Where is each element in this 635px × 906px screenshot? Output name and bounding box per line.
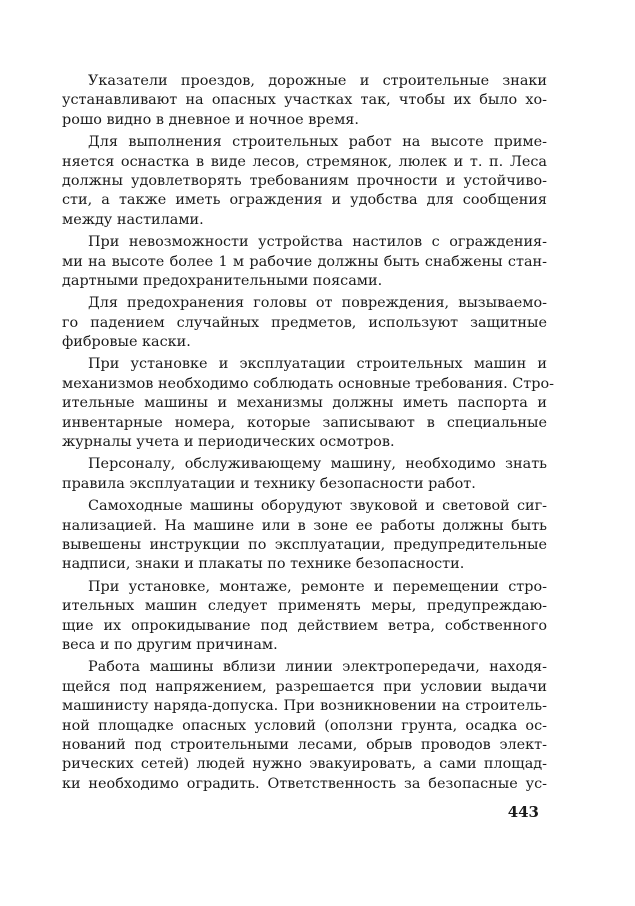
text-line: рических сетей) людей нужно эвакуировать, а сами площад-: [62, 756, 547, 773]
text-line: вывешены инструкции по эксплуатации, предупредительные: [62, 536, 547, 553]
text-line: нований под строительными лесами, обрыв проводов элект-: [62, 736, 547, 753]
text-line: При установке, монтаже, ремонте и перемещении стро-: [88, 578, 547, 595]
text-line: Самоходные машины оборудуют звуковой и световой сиг-: [88, 498, 547, 515]
paragraph: [62, 133, 547, 230]
paragraph: [62, 355, 554, 452]
text-line: механизмов необходимо соблюдать основные требования. Стро-: [62, 375, 554, 392]
text-line: щие их опрокидывание под действием ветра, собственного: [62, 617, 547, 634]
text-line: ми на высоте более 1 м рабочие должны быть снабжены стан-: [62, 253, 547, 270]
text-line: машинисту наряда-допуска. При возникновении на строитель-: [62, 698, 547, 715]
paragraph: [62, 658, 547, 794]
text-line: ки необходимо оградить. Ответственность за безопасные ус-: [62, 775, 547, 792]
text-line: журналы учета и периодических осмотров.: [62, 434, 395, 451]
text-line: ной площадке опасных условий (оползни грунта, осадка ос-: [62, 717, 547, 734]
text-line: ительные машины и механизмы должны иметь паспорта и: [62, 395, 547, 412]
paragraph: [62, 497, 547, 575]
paragraph: [62, 578, 547, 656]
text-line: щейся под напряжением, разрешается при условии выдачи: [62, 678, 547, 695]
paragraph: [62, 455, 547, 494]
text-line: Для предохранения головы от повреждения, вызываемо-: [88, 295, 547, 312]
text-line: дартными предохранительными поясами.: [62, 272, 383, 289]
text-line: фибровые каски.: [62, 334, 191, 351]
text-line: нализацией. На машине или в зоне ее работы должны быть: [62, 517, 547, 534]
text-line: При невозможности устройства настилов с ограждения-: [88, 234, 547, 251]
text-line: няется оснастка в виде лесов, стремянок, люлек и т. п. Леса: [62, 153, 547, 170]
paragraph: [62, 72, 547, 130]
text-line: инвентарные номера, которые записывают в специальные: [62, 414, 547, 431]
text-line: го падением случайных предметов, используют защитные: [62, 314, 547, 331]
text-line: рошо видно в дневное и ночное время.: [62, 111, 359, 128]
text-line: между настилами.: [62, 211, 204, 228]
text-line: ительных машин следует применять меры, предупреждаю-: [62, 598, 547, 615]
paragraph: [62, 233, 547, 291]
text-line: должны удовлетворять требованиям прочности и устойчиво-: [62, 172, 547, 189]
text-line: веса и по другим причинам.: [62, 636, 278, 653]
text-line: правила эксплуатации и технику безопасности работ.: [62, 475, 476, 492]
text-line: Указатели проездов, дорожные и строительные знаки: [88, 73, 547, 89]
text-line: Работа машины вблизи линии электропередачи, находя-: [88, 659, 547, 676]
text-line: Персоналу, обслуживающему машину, необходимо знать: [88, 456, 547, 473]
body-text: [62, 72, 554, 797]
paragraph: [62, 294, 547, 352]
text-line: устанавливают на опасных участках так, чтобы их было хо-: [62, 92, 547, 109]
text-line: сти, а также иметь ограждения и удобства для сообщения: [62, 192, 547, 209]
text-line: Для выполнения строительных работ на высоте приме-: [88, 134, 547, 151]
text-line: При установке и эксплуатации строительных машин и: [88, 356, 547, 373]
text-line: надписи, знаки и плакаты по технике безопасности.: [62, 556, 465, 573]
page-number: 443: [507, 803, 539, 821]
